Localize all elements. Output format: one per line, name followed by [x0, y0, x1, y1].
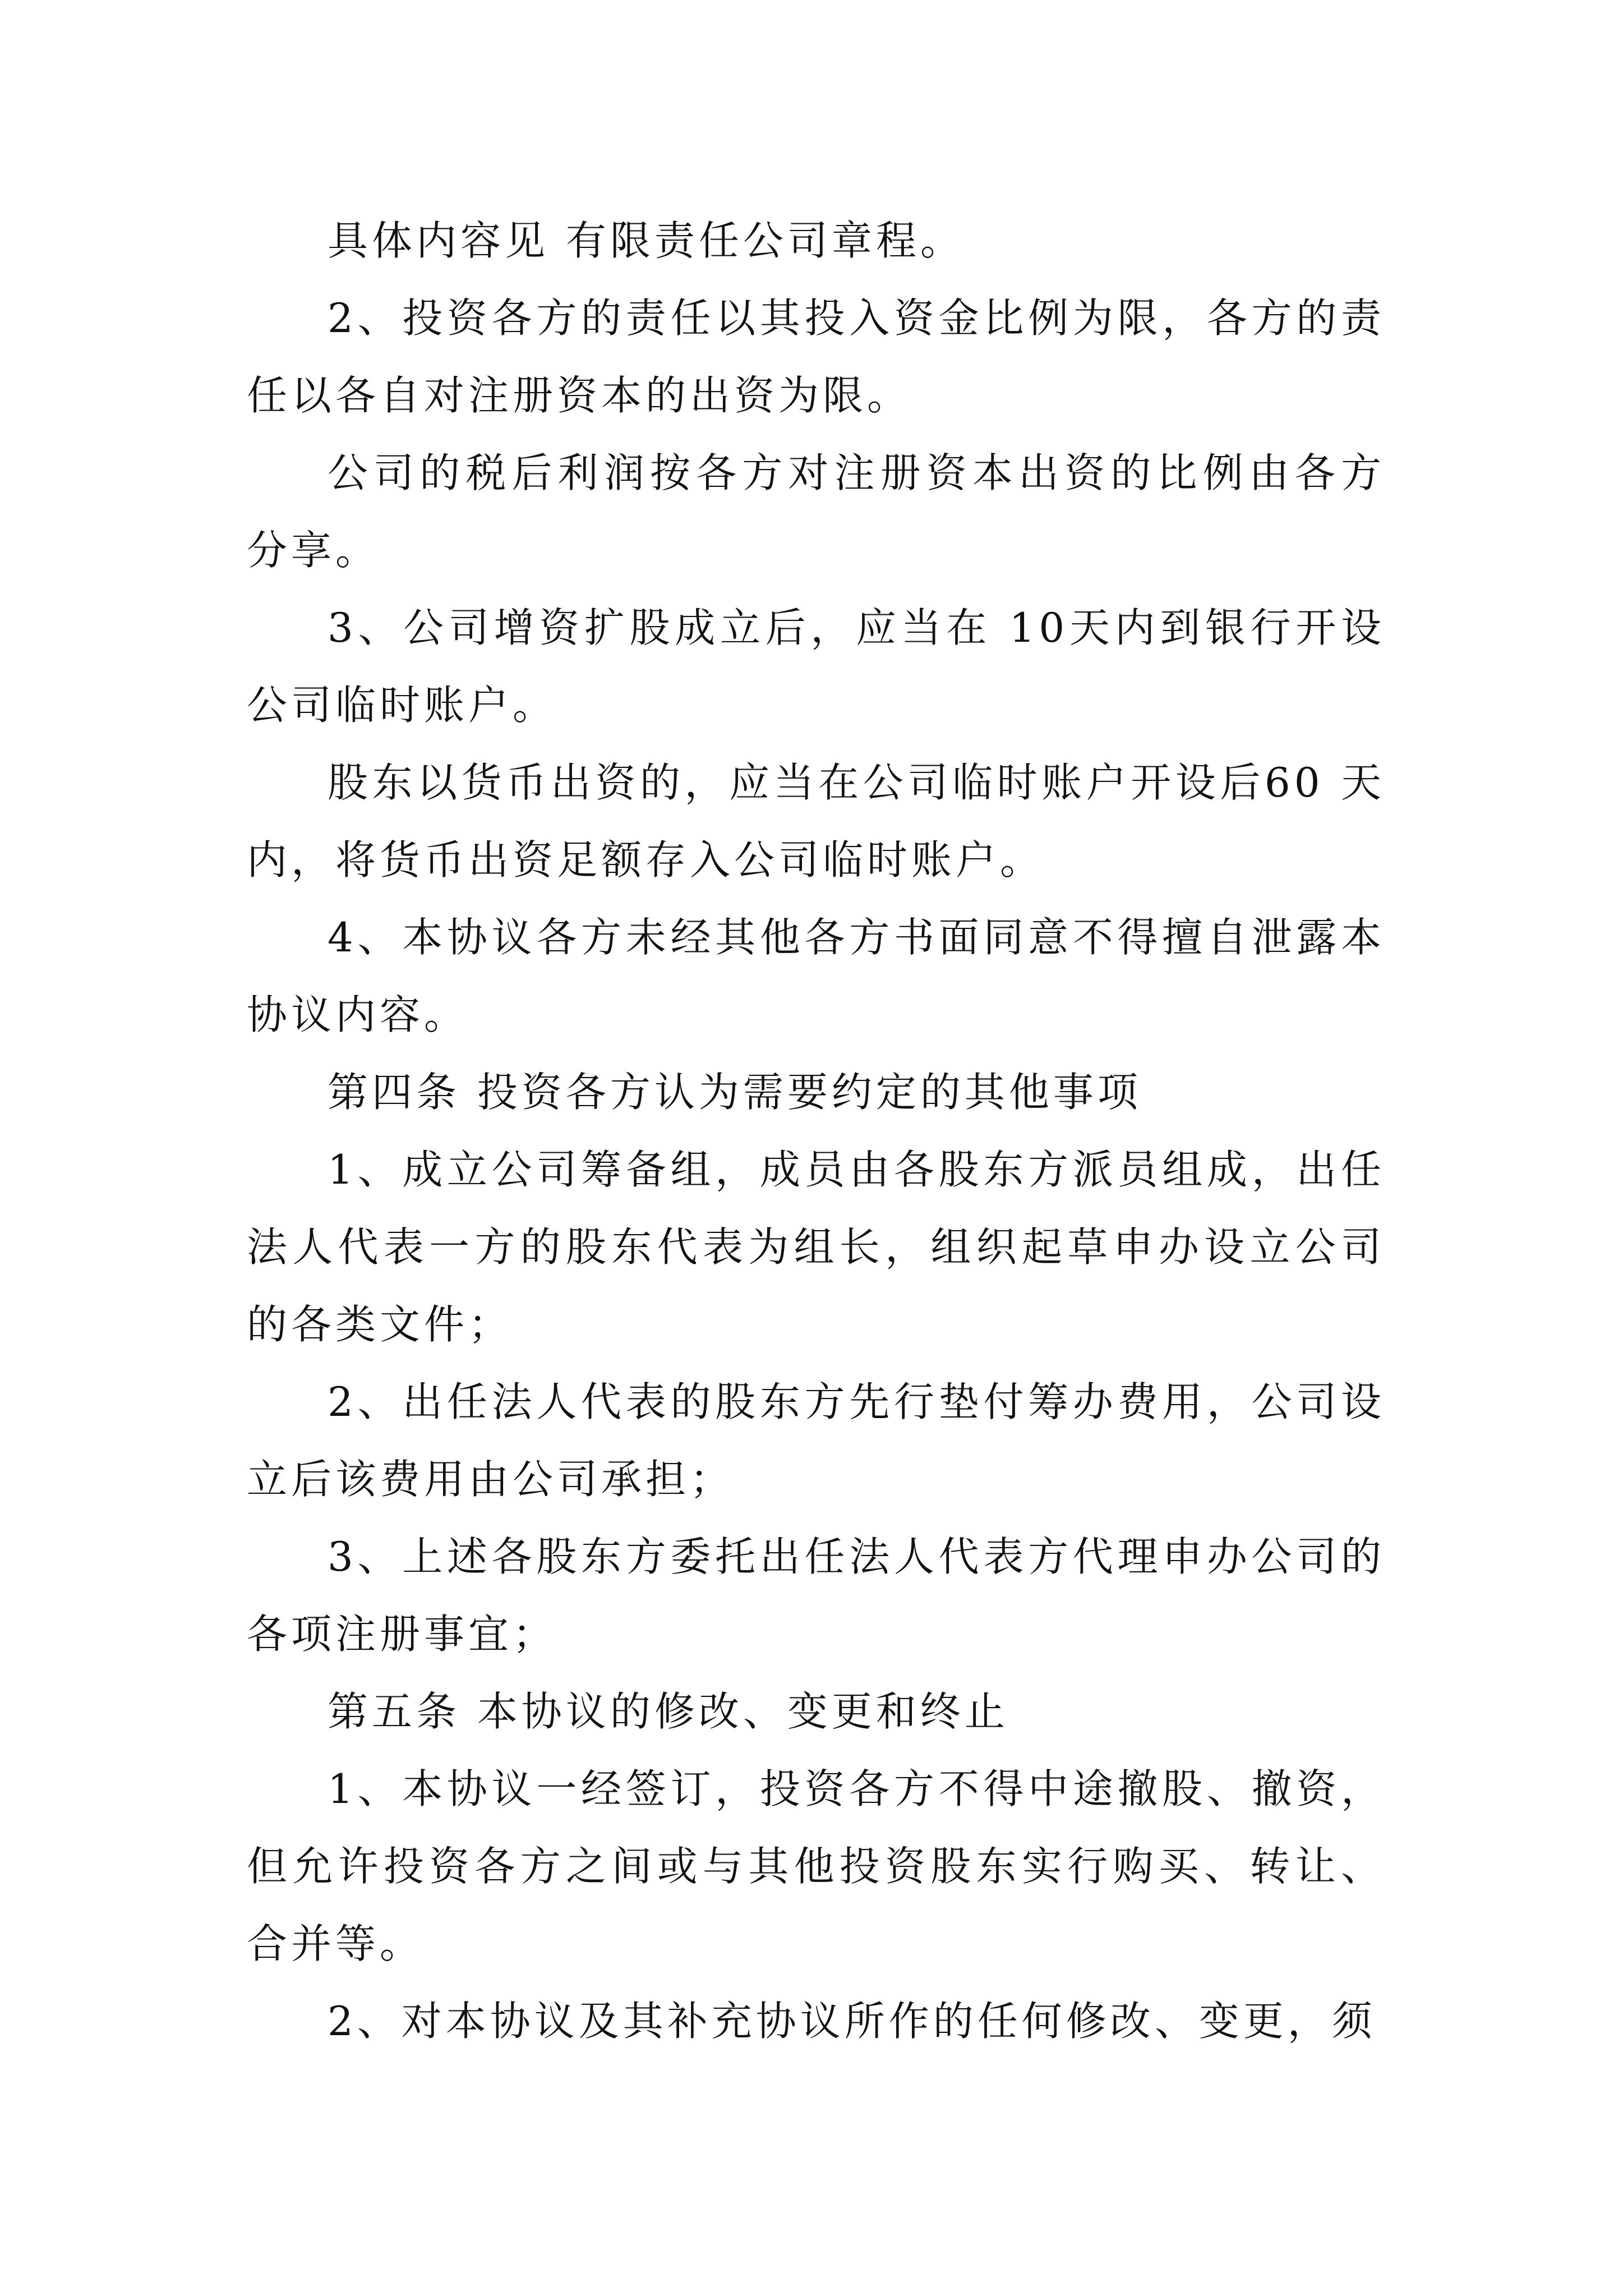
section-heading-article-5: 第五条 本协议的修改、变更和终止 [328, 1688, 1009, 1735]
paragraph-article-4-item-1: 1、成立公司筹备组，成员由各股东方派员组成，出任法人代表一方的股东代表为组长，组织起草申办设立公司的各类文件； [247, 1146, 1385, 1348]
paragraph-clause-2-liability: 2、投资各方的责任以其投入资金比例为限，各方的责任以各自对注册资本的出资为限。 [247, 295, 1385, 419]
paragraph-articles-reference: 具体内容见 有限责任公司章程。 [328, 217, 965, 264]
paragraph-article-4-item-3: 3、上述各股东方委托出任法人代表方代理申办公司的各项注册事宜； [247, 1533, 1385, 1658]
document-body [247, 202, 1385, 2060]
section-heading-article-4: 第四条 投资各方认为需要约定的其他事项 [328, 1069, 1142, 1116]
paragraph-profit-sharing: 公司的税后利润按各方对注册资本出资的比例由各方分享。 [247, 449, 1385, 574]
paragraph-article-5-item-2: 2、对本协议及其补充协议所作的任何修改、变更，须 [328, 1998, 1376, 2045]
paragraph-clause-4-confidentiality: 4、本协议各方未经其他各方书面同意不得擅自泄露本协议内容。 [247, 914, 1385, 1038]
paragraph-article-5-item-1: 1、本协议一经签订，投资各方不得中途撤股、撤资，但允许投资各方之间或与其他投资股东实行购买、转让、合并等。 [247, 1765, 1385, 1967]
paragraph-cash-contribution: 股东以货币出资的，应当在公司临时账户开设后60 天内，将货币出资足额存入公司临时账户。 [247, 759, 1385, 884]
paragraph-article-4-item-2: 2、出任法人代表的股东方先行垫付筹办费用，公司设立后该费用由公司承担； [247, 1378, 1385, 1503]
paragraph-clause-3-bank-account: 3、公司增资扩股成立后，应当在 10天内到银行开设公司临时账户。 [247, 604, 1385, 729]
